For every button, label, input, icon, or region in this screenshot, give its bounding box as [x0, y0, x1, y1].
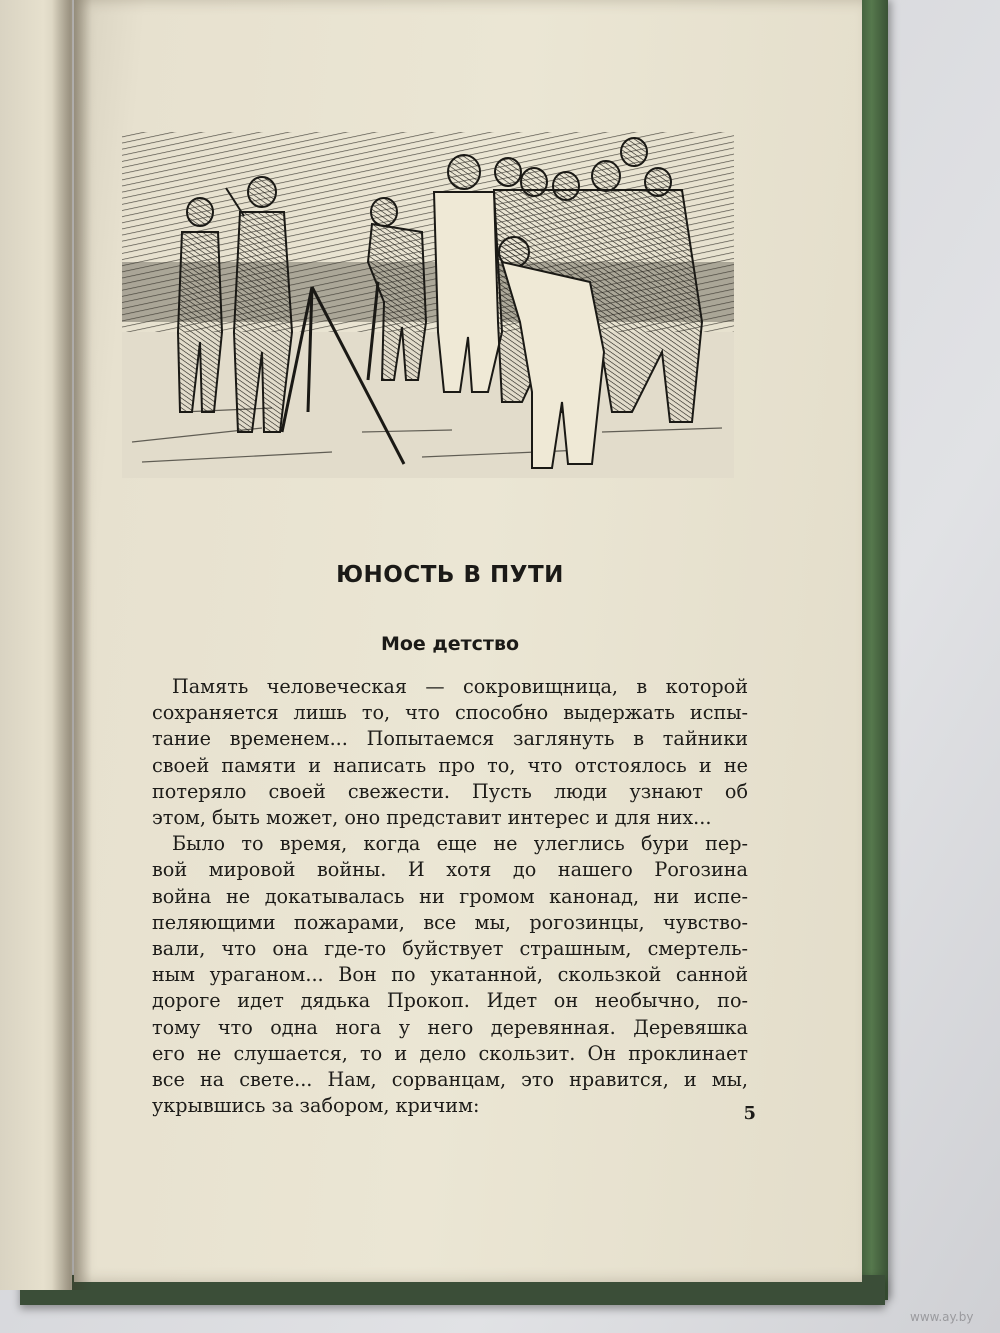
watermark: www.ay.by — [910, 1310, 974, 1324]
chapter-title: ЮНОСТЬ В ПУТИ — [336, 562, 564, 588]
text-line: вой мировой войны. И хотя до нашего Рогозина — [152, 858, 748, 882]
text-line: потеряло своей свежести. Пусть люди узнают об — [152, 779, 748, 803]
chapter-illustration — [122, 112, 734, 478]
text-line: Память человеческая — сокровищница, в которой — [172, 675, 748, 698]
text-line: дороге идет дядька Прокоп. Идет он необычно, по- — [152, 989, 748, 1013]
text-line: его не слушается, то и дело скользит. Он проклинает — [152, 1041, 748, 1065]
book-cover-edge — [858, 0, 888, 1300]
page-gutter-shadow — [52, 0, 92, 1290]
text-line: ным ураганом... Вон по укатанной, скользкой санной — [152, 963, 748, 987]
text-line: этом, быть может, оно представит интерес и для них... — [152, 806, 712, 830]
text-line: тание временем... Попытаемся заглянуть в тайники — [152, 727, 748, 751]
text-line: укрывшись за забором, кричим: — [152, 1094, 480, 1118]
text-line: сохраняется лишь то, что способно выдержать испы- — [152, 701, 748, 725]
text-line: тому что одна нога у него деревянная. Деревяшка — [152, 1015, 748, 1039]
text-line: вали, что она где-то буйствует страшным, смертель- — [152, 937, 748, 961]
section-title: Мое детство — [380, 633, 520, 655]
text-line: все на свете... Нам, сорванцам, это нравится, и мы, — [152, 1068, 748, 1092]
text-line: война не докатывалась ни громом канонад, ни испе- — [152, 884, 748, 908]
text-line: Было то время, когда еще не улеглись бури пер- — [172, 832, 748, 856]
page-number: 5 — [743, 1103, 756, 1124]
text-line: своей памяти и написать про то, что отстоялось и не — [152, 753, 748, 777]
text-line: пеляющими пожарами, все мы, рогозинцы, чувство- — [152, 910, 748, 934]
body-text — [152, 674, 748, 1119]
